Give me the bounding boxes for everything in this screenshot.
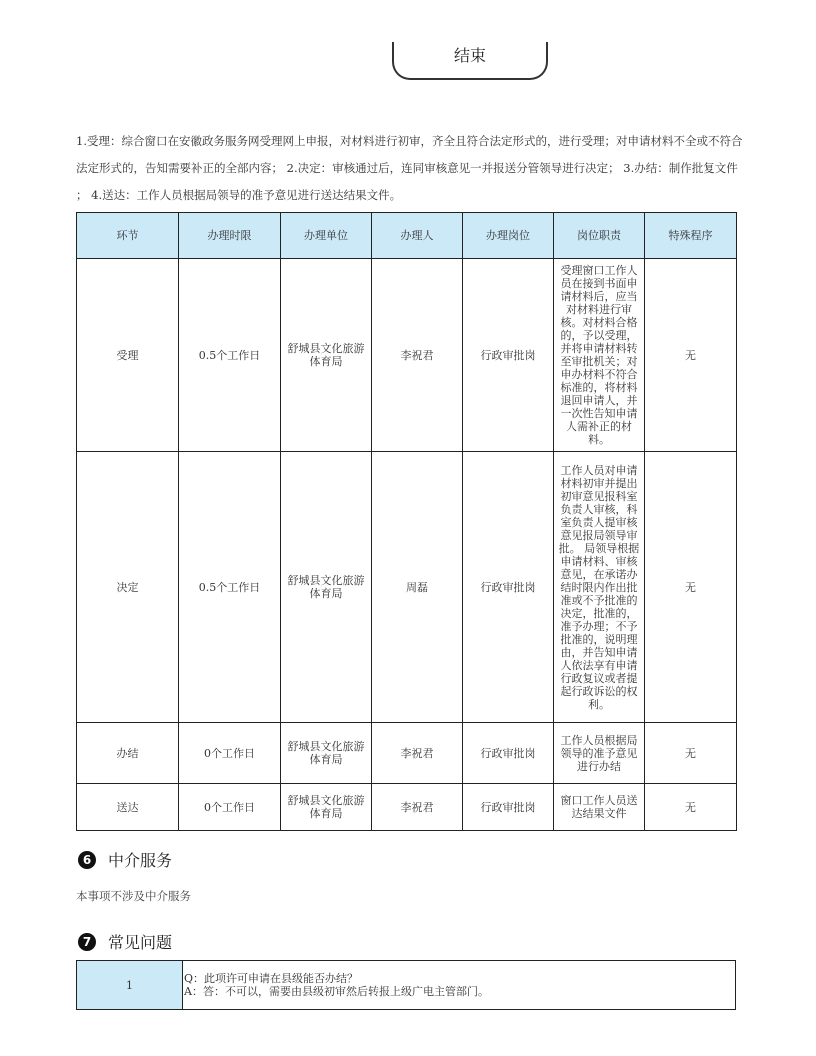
stage-cell: 受理 (77, 259, 179, 452)
flow-end-node (392, 42, 548, 80)
handler-cell: 李祝君 (372, 723, 463, 784)
section-title-text: 常见问题 (108, 933, 173, 952)
faq-section-title (78, 930, 172, 953)
column-header: 环节 (77, 213, 179, 259)
post-cell: 行政审批岗 (463, 259, 554, 452)
handler-cell: 李祝君 (372, 259, 463, 452)
time-limit-cell: 0.5个工作日 (179, 259, 281, 452)
column-header: 岗位职责 (554, 213, 645, 259)
special-procedure-cell: 无 (645, 784, 737, 831)
faq-question: Q：此项许可申请在县级能否办结？ (184, 972, 359, 985)
unit-cell: 舒城县文化旅游体育局 (281, 259, 372, 452)
handler-cell: 周磊 (372, 452, 463, 723)
process-line: 1.受理：综合窗口在安徽政务服务网受理网上申报，对材料进行初审，齐全且符合法定形式的，进行受理；对申请材料不全或不符合 (76, 134, 743, 148)
time-limit-cell: 0个工作日 (179, 784, 281, 831)
post-cell: 行政审批岗 (463, 784, 554, 831)
faq-index-cell: 1 (77, 961, 183, 1010)
duty-cell: 工作人员根据局领导的准予意见进行办结 (554, 723, 645, 784)
column-header: 办理人 (372, 213, 463, 259)
special-procedure-cell: 无 (645, 452, 737, 723)
time-limit-cell: 0个工作日 (179, 723, 281, 784)
section-title-text: 中介服务 (108, 851, 173, 870)
flow-end-label: 结束 (453, 46, 486, 65)
table-row (77, 723, 737, 784)
time-limit-cell: 0.5个工作日 (179, 452, 281, 723)
duty-cell: 窗口工作人员送达结果文件 (554, 784, 645, 831)
steps-table (76, 212, 737, 831)
duty-cell: 工作人员对申请材料初审并提出初审意见报科室负责人审核，科室负责人提审核意见报局领导审批。 局领导根据申请材料、审核意见，在承诺办结时限内作出批准或不予批准的决定，批准的，准予办理；不予批准的，说明理由，并告知申请人依法享有申请行政复议或者提起行政诉讼的权利。 (554, 452, 645, 723)
table-header-row (77, 213, 737, 259)
process-line: ； 4.送达：工作人员根据局领导的准予意见进行送达结果文件。 (76, 188, 402, 202)
stage-cell: 决定 (77, 452, 179, 723)
number-circle-icon: 7 (78, 933, 96, 951)
post-cell: 行政审批岗 (463, 723, 554, 784)
unit-cell: 舒城县文化旅游体育局 (281, 784, 372, 831)
faq-answer: A：答：不可以，需要由县级初审然后转报上级广电主管部门。 (184, 985, 489, 998)
special-procedure-cell: 无 (645, 723, 737, 784)
unit-cell: 舒城县文化旅游体育局 (281, 452, 372, 723)
stage-cell: 送达 (77, 784, 179, 831)
faq-table (76, 960, 736, 1010)
special-procedure-cell: 无 (645, 259, 737, 452)
intermediary-text: 本事项不涉及中介服务 (76, 889, 191, 903)
number-circle-icon: 6 (78, 851, 96, 869)
post-cell: 行政审批岗 (463, 452, 554, 723)
faq-content-cell (183, 961, 736, 1010)
handler-cell: 李祝君 (372, 784, 463, 831)
process-line: 法定形式的，告知需要补正的全部内容； 2.决定：审核通过后，连同审核意见一并报送分管领导进行决定； 3.办结：制作批复文件 (76, 161, 738, 175)
table-row (77, 784, 737, 831)
column-header: 办理时限 (179, 213, 281, 259)
column-header: 办理岗位 (463, 213, 554, 259)
column-header: 办理单位 (281, 213, 372, 259)
process-description (76, 128, 816, 209)
intermediary-section-title (78, 848, 172, 871)
unit-cell: 舒城县文化旅游体育局 (281, 723, 372, 784)
faq-row (77, 961, 736, 1010)
stage-cell: 办结 (77, 723, 179, 784)
table-row (77, 452, 737, 723)
table-row (77, 259, 737, 452)
column-header: 特殊程序 (645, 213, 737, 259)
duty-cell: 受理窗口工作人员在接到书面申请材料后，应当对材料进行审核。对材料合格的，予以受理，并将申请材料转至审批机关；对申办材料不符合标准的，将材料退回申请人，并一次性告知申请人需补正的材料。 (554, 259, 645, 452)
